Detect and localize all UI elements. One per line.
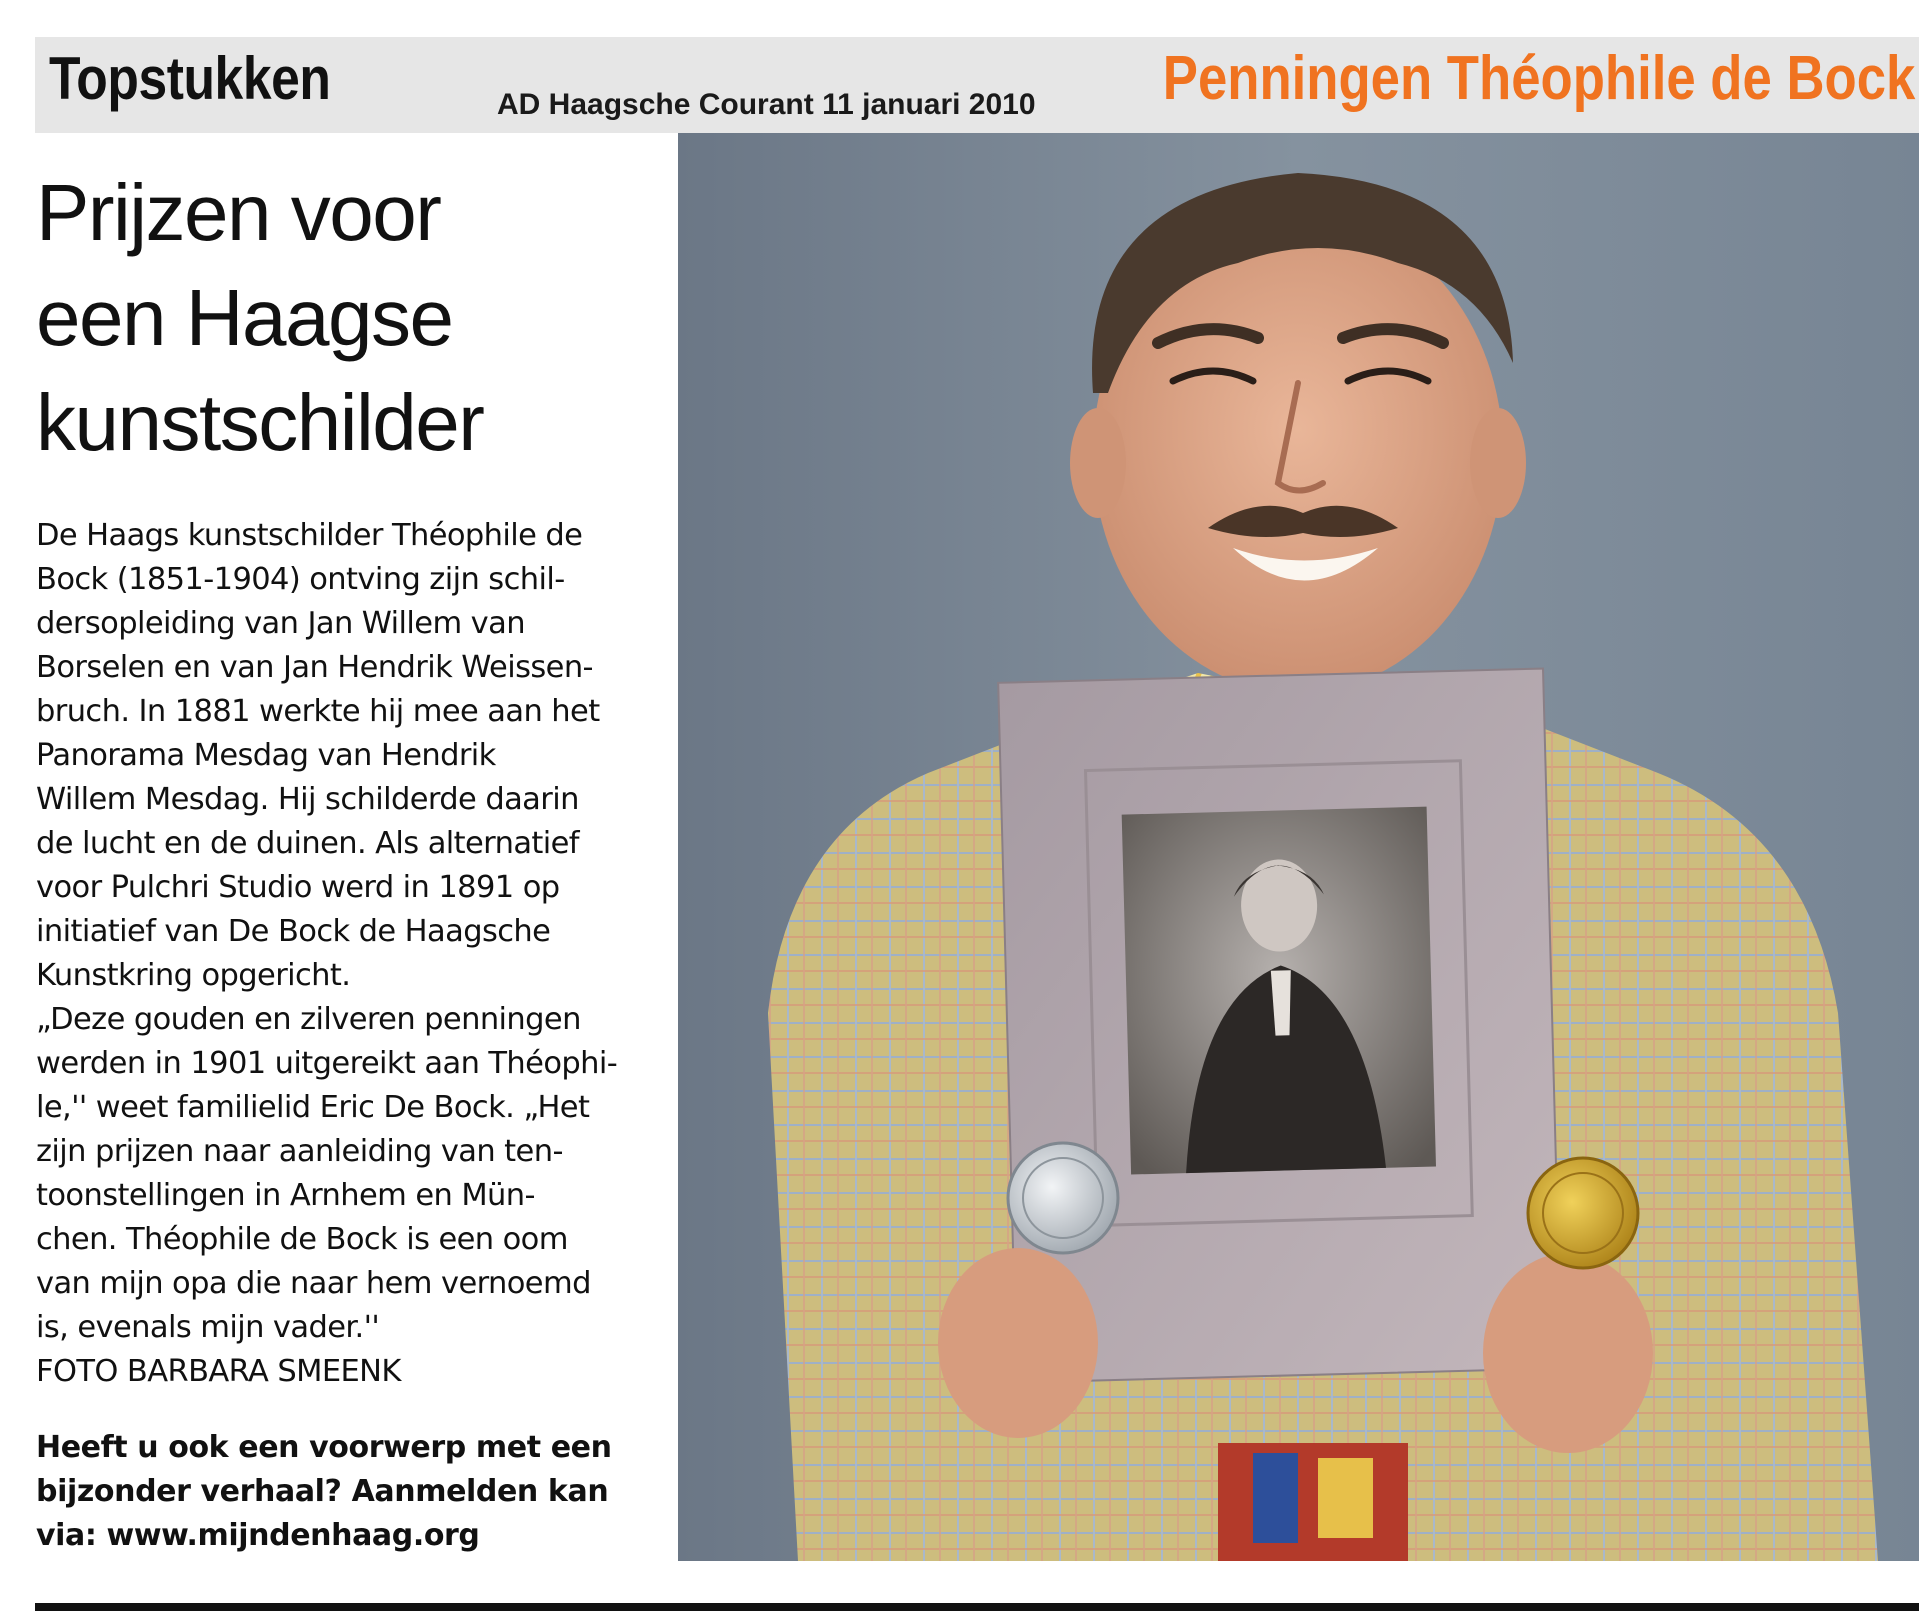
- headline-line: kunstschilder: [36, 378, 484, 467]
- body-line: chen. Théophile de Bock is een oom: [36, 1222, 568, 1257]
- body-line: Willem Mesdag. Hij schilderde daarin: [36, 782, 579, 817]
- body-line: voor Pulchri Studio werd in 1891 op: [36, 870, 560, 905]
- topic-title: Penningen Théophile de Bock: [1162, 44, 1915, 113]
- body-line: van mijn opa die naar hem vernoemd: [36, 1266, 591, 1301]
- body-line: le,'' weet familielid Eric De Bock. „Het: [36, 1090, 590, 1125]
- body-line: De Haags kunstschilder Théophile de: [36, 518, 583, 553]
- body-line: Kunstkring opgericht.: [36, 958, 351, 993]
- body-line: „Deze gouden en zilveren penningen: [36, 1002, 581, 1037]
- source-line: AD Haagsche Courant 11 januari 2010: [497, 88, 1036, 121]
- body-line: bruch. In 1881 werkte hij mee aan het: [36, 694, 600, 729]
- body-line: Panorama Mesdag van Hendrik: [36, 738, 496, 773]
- body-line: toonstellingen in Arnhem en Mün-: [36, 1178, 535, 1213]
- body-line: Bock (1851-1904) ontving zijn schil-: [36, 562, 565, 597]
- portrait-photo-icon: [678, 133, 1919, 1561]
- cta-line: bijzonder verhaal? Aanmelden kan: [36, 1474, 609, 1509]
- body-line: initiatief van De Bock de Haagsche: [36, 914, 551, 949]
- body-line: de lucht en de duinen. Als alternatief: [36, 826, 579, 861]
- bottom-rule: [35, 1603, 1919, 1611]
- body-line: is, evenals mijn vader.'': [36, 1310, 380, 1345]
- article-photo: [678, 133, 1919, 1561]
- body-line: Borselen en van Jan Hendrik Weissen-: [36, 650, 593, 685]
- cta-link[interactable]: via: www.mijndenhaag.org: [36, 1518, 480, 1553]
- section-label: Topstukken: [49, 45, 331, 112]
- body-line: werden in 1901 uitgereikt aan Théophi-: [36, 1046, 618, 1081]
- body-line: dersopleiding van Jan Willem van: [36, 606, 525, 641]
- article-headline: [36, 160, 656, 475]
- headline-line: Prijzen voor: [36, 168, 441, 257]
- call-to-action: [36, 1426, 676, 1558]
- headline-line: een Haagse: [36, 273, 453, 362]
- article-body: [36, 514, 666, 1394]
- photo-credit: FOTO BARBARA SMEENK: [36, 1354, 401, 1389]
- cta-line: Heeft u ook een voorwerp met een: [36, 1430, 612, 1465]
- body-line: zijn prijzen naar aanleiding van ten-: [36, 1134, 563, 1169]
